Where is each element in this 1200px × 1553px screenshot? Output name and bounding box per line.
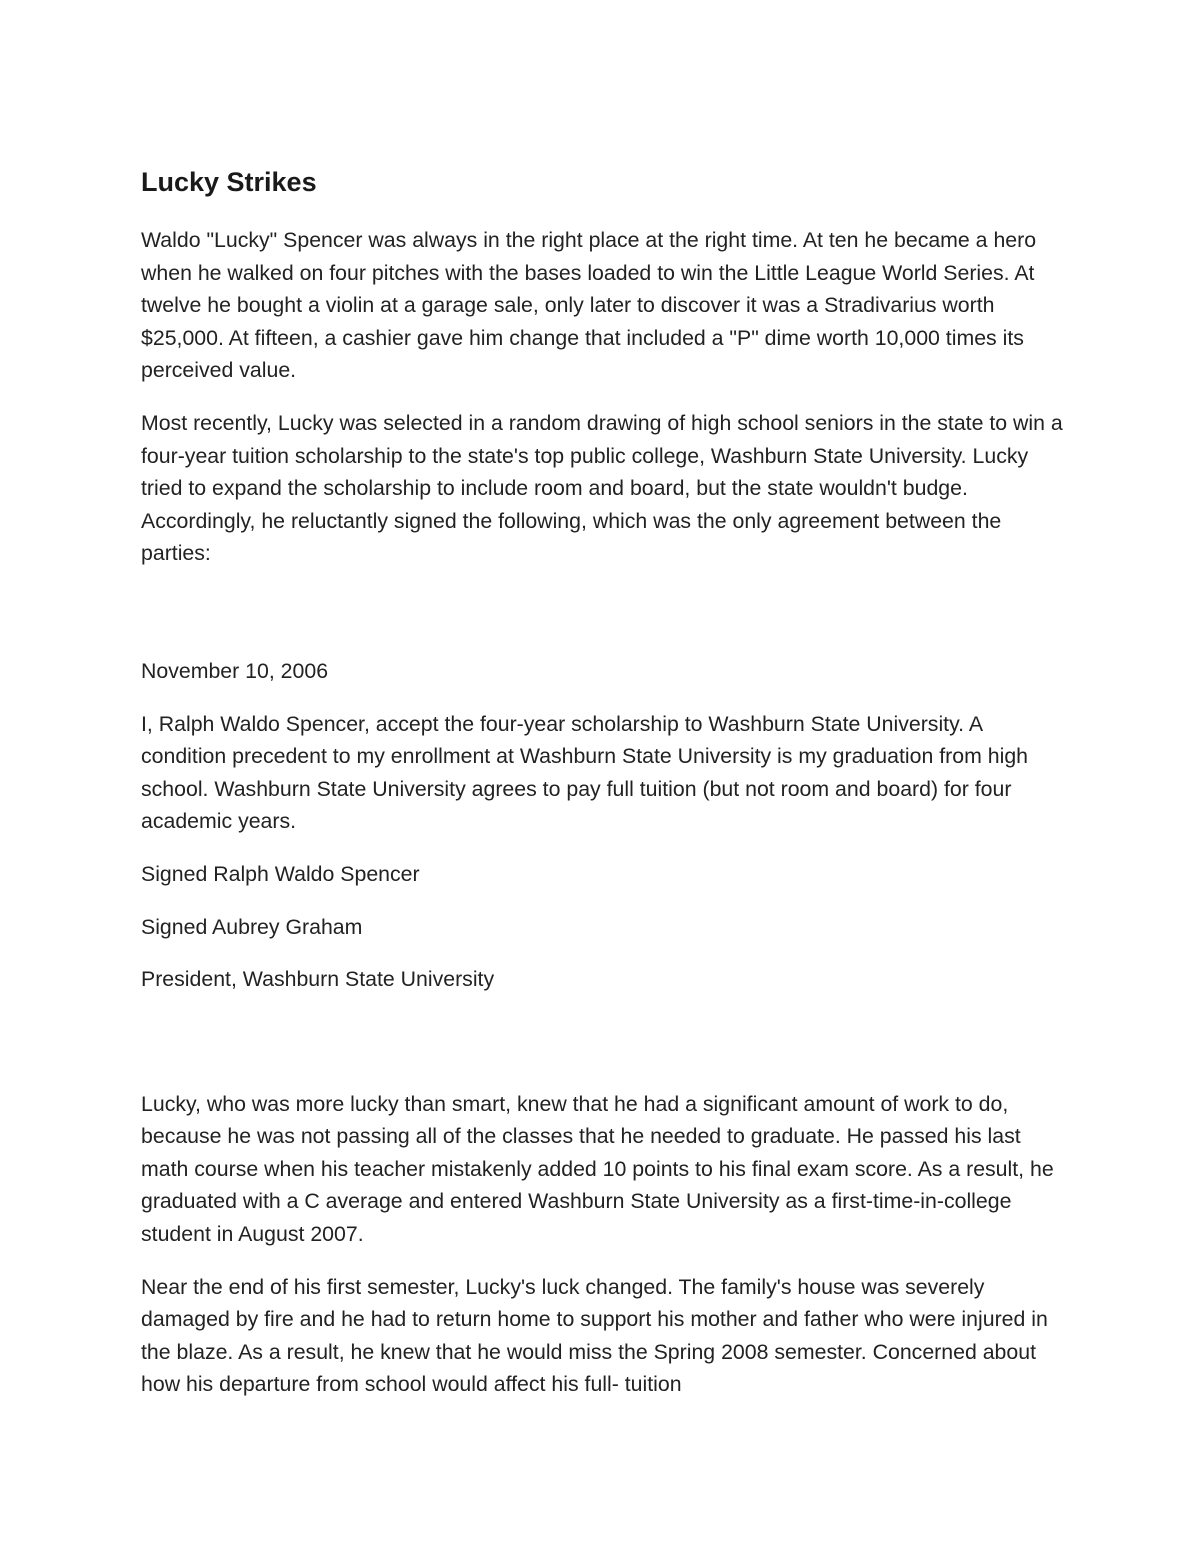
document-title: Lucky Strikes xyxy=(141,167,317,197)
intro-paragraph-1: Waldo "Lucky" Spencer was always in the right place at the right time. At ten he became a hero when he walked on four pitches with the bases loaded to win the Little League World Series. At twelve he bought a violin at a garage sale, only later to discover it was a Stradivarius worth $25,000. At fifteen, a cashier gave him change that included a "P" dime worth 10,000 times its perceived value. xyxy=(141,228,1037,383)
document-page xyxy=(141,164,1071,1421)
agreement-body: I, Ralph Waldo Spencer, accept the four-year scholarship to Washburn State University. A condition precedent to my enrollment at Washburn State University is my graduation from high school. Washburn State University agrees to pay full tuition (but not room and board) for four academic years. xyxy=(141,711,1029,834)
intro-paragraph-2: Most recently, Lucky was selected in a random drawing of high school seniors in the state to win a four-year tuition scholarship to the state's top public college, Washburn State University. Lucky tried to expand the scholarship to include room and board, but the state wouldn't budge. Accordingly, he reluctantly signed the following, which was the only agreement between the parties: xyxy=(141,410,1063,566)
signatory-title: President, Washburn State University xyxy=(141,967,495,992)
signature-student: Signed Ralph Waldo Spencer xyxy=(141,861,420,886)
spacer xyxy=(141,1016,1071,1088)
agreement-date: November 10, 2006 xyxy=(141,658,329,683)
spacer xyxy=(141,590,1071,655)
narrative-paragraph-1: Lucky, who was more lucky than smart, knew that he had a significant amount of work to do, because he was not passing all of the classes that he needed to graduate. He passed his last math course when his teacher mistakenly added 10 points to his final exam score. As a result, he graduated with a C average and entered Washburn State University as a first-time-in-college student in August 2007. xyxy=(141,1091,1054,1247)
narrative-paragraph-2: Near the end of his first semester, Lucky's luck changed. The family's house was severely damaged by fire and he had to return home to support his mother and father who were injured in the blaze. As a result, he knew that he would miss the Spring 2008 semester. Concerned about how his departure from school would affect his full- tuition xyxy=(141,1274,1048,1397)
signature-president: Signed Aubrey Graham xyxy=(141,914,363,939)
